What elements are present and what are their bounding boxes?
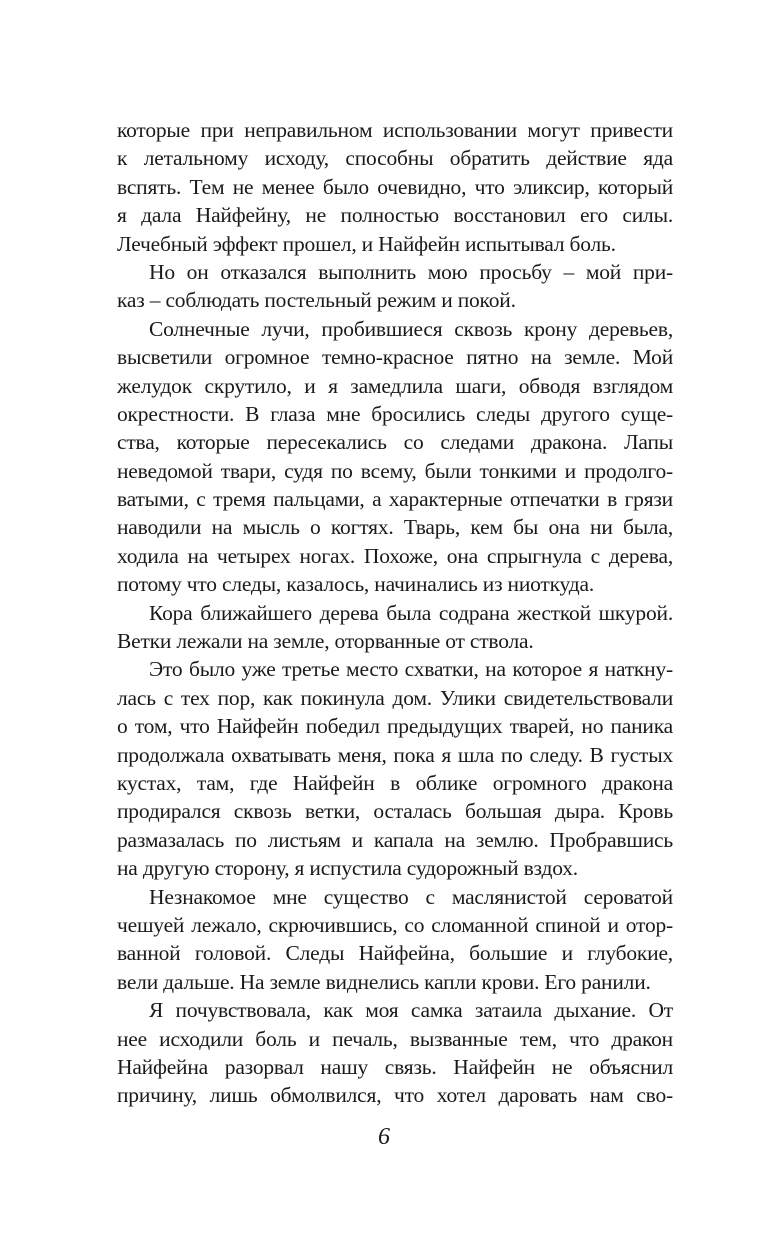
text-line: желудок скрутило, и я замедлила шаги, обводя взглядом	[117, 373, 673, 398]
text-line: продирался сквозь ветки, осталась большая дыра. Кровь	[117, 799, 673, 824]
text-line: нее исходили боль и печаль, вызванные тем, что дракон	[117, 1026, 673, 1051]
text-line: чешуей лежало, скрючившись, со сломанной спиной и отор-	[117, 912, 673, 937]
text-line: я дала Найфейну, не полностью восстановил его силы.	[117, 203, 673, 228]
text-line: ходила на четырех ногах. Похоже, она спрыгнула с дерева,	[117, 543, 673, 568]
text-line: вспять. Тем не менее было очевидно, что эликсир, который	[117, 174, 673, 199]
page-number: 6	[378, 1124, 390, 1150]
text-line: Незнакомое мне существо с маслянистой сероватой	[149, 884, 673, 909]
text-line: Кора ближайшего дерева была содрана жесткой шкурой.	[149, 600, 673, 625]
text-line: Солнечные лучи, пробившиеся сквозь крону деревьев,	[149, 316, 673, 341]
text-line: ства, которые пересекались со следами дракона. Лапы	[117, 430, 673, 455]
text-line: вели дальше. На земле виднелись капли крови. Его ранили.	[117, 969, 651, 994]
text-line: высветили огромное темно-красное пятно на земле. Мой	[117, 345, 673, 370]
text-line: лась с тех пор, как покинула дом. Улики свидетельствовали	[117, 685, 673, 710]
text-line: потому что следы, казалось, начинались из ниоткуда.	[117, 572, 595, 597]
text-line: Найфейна разорвал нашу связь. Найфейн не объяснил	[117, 1054, 673, 1079]
text-line: кустах, там, где Найфейн в облике огромного дракона	[117, 770, 673, 795]
text-line: наводили на мысль о когтях. Тварь, кем бы она ни была,	[117, 515, 673, 540]
text-line: Лечебный эффект прошел, и Найфейн испытывал боль.	[117, 231, 616, 256]
text-line: которые при неправильном использовании могут привести	[117, 118, 673, 142]
text-line: неведомой твари, судя по всему, были тонкими и продолго-	[117, 458, 673, 483]
text-line: Ветки лежали на земле, оторванные от ствола.	[117, 629, 534, 654]
text-line: размазалась по листьям и капала на землю. Пробравшись	[117, 827, 673, 852]
text-line: Это было уже третье место схватки, на которое я наткну-	[149, 657, 673, 682]
text-line: продолжала охватывать меня, пока я шла по следу. В густых	[117, 742, 673, 767]
text-line: ватыми, с тремя пальцами, а характерные отпечатки в грязи	[117, 487, 673, 512]
text-line: каз – соблюдать постельный режим и покой.	[117, 288, 516, 313]
text-line: причину, лишь обмолвился, что хотел даровать нам сво-	[117, 1083, 673, 1108]
text-line: о том, что Найфейн победил предыдущих тварей, но паника	[117, 714, 673, 739]
text-line: Я почувствовала, как моя самка затаила дыхание. От	[149, 998, 673, 1023]
text-line: на другую сторону, я испустила судорожный вздох.	[117, 856, 578, 881]
body-text	[117, 116, 673, 1110]
text-line: ванной головой. Следы Найфейна, большие и глубокие,	[117, 941, 673, 966]
text-line: Но он отказался выполнить мою просьбу – мой при-	[149, 259, 673, 284]
text-line: к летальному исходу, способны обратить действие яда	[117, 146, 673, 171]
text-line: окрестности. В глаза мне бросились следы другого суще-	[117, 401, 673, 426]
